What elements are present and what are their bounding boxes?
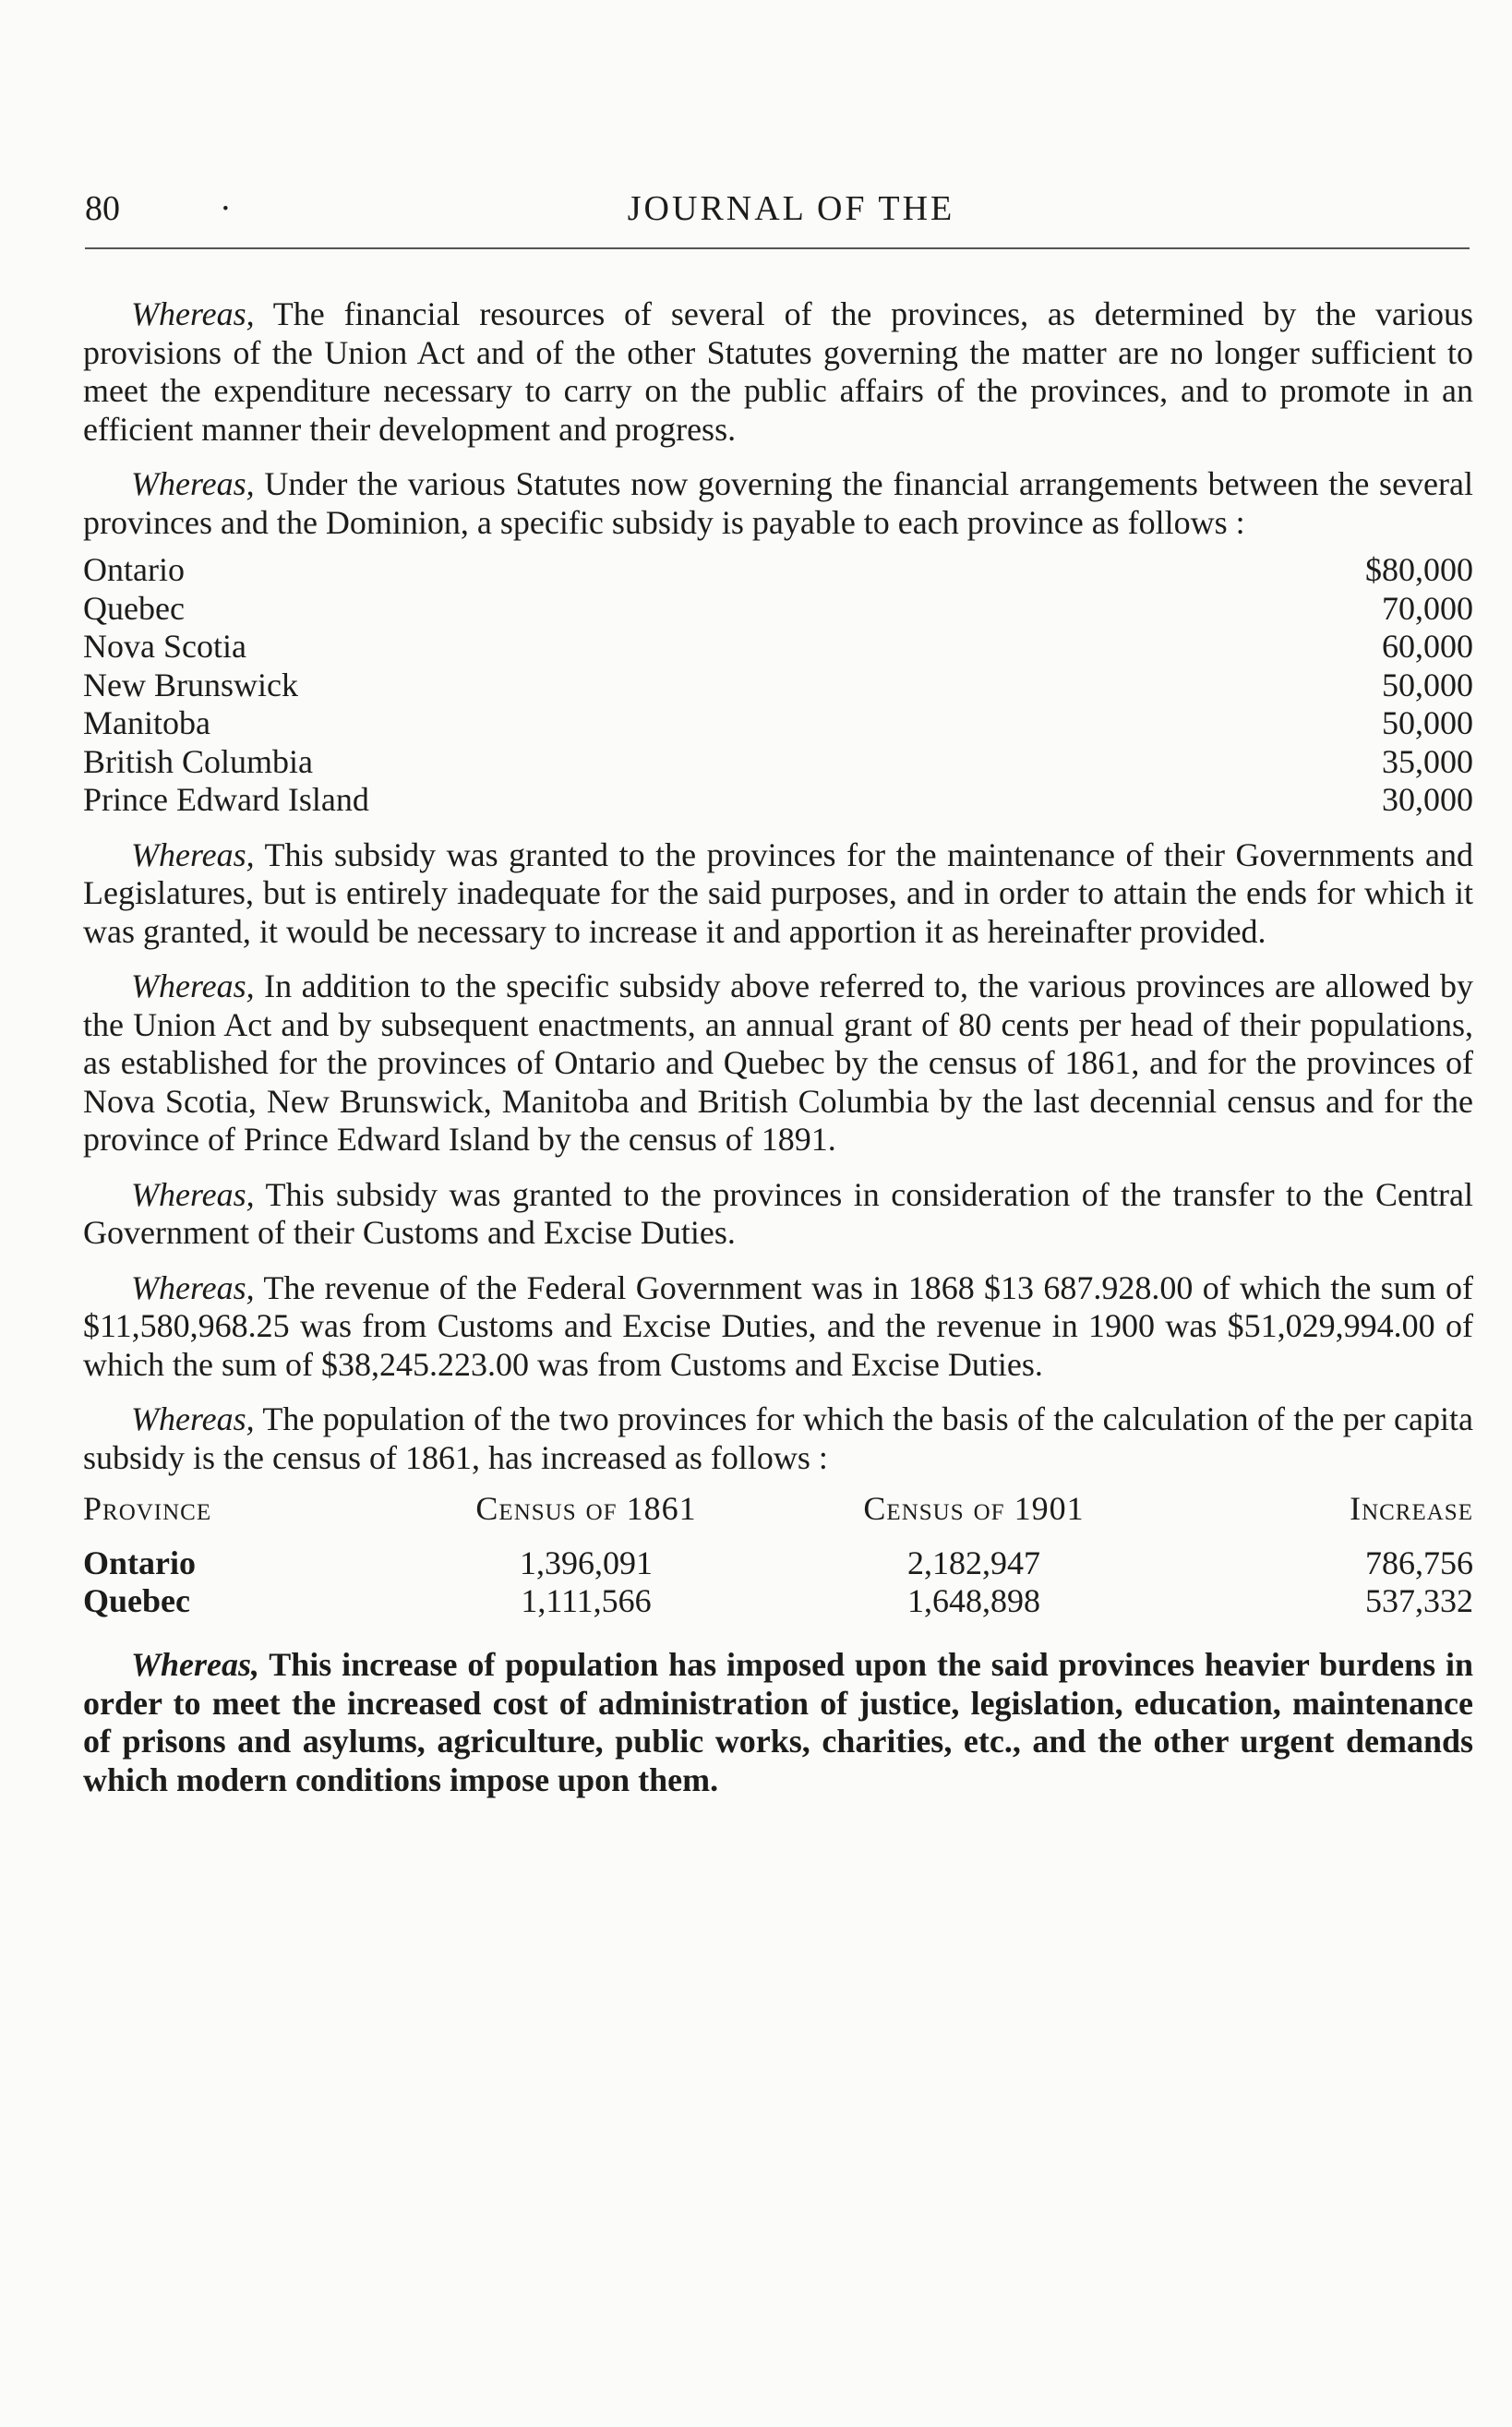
paragraph-customs <box>83 1176 1473 1253</box>
subsidy-province: Manitoba <box>83 704 210 741</box>
paragraph-maintenance <box>83 836 1473 952</box>
census-header: Census of 1861 <box>475 1490 697 1527</box>
page-body <box>83 295 1473 1816</box>
subsidy-amount: 30,000 <box>1382 781 1473 818</box>
census-1861: 1,111,566 <box>521 1582 652 1619</box>
paragraph-subsidy-intro <box>83 465 1473 542</box>
census-row <box>83 1582 1473 1620</box>
paragraph-text: The financial resources of several of the provinces, as determined by the various provisions of the Union Act and of the other Statutes governing the matter are no longer sufficient to meet the expenditure necessary to carry on the public affairs of the provinces, and to promote in an efficient manner their development and progress. <box>83 295 1473 448</box>
paragraph-burdens <box>83 1646 1473 1799</box>
census-header-row <box>83 1490 1473 1528</box>
paragraph-text: This subsidy was granted to the provinces in consideration of the transfer to the Central Government of their Customs and Excise Duties. <box>83 1175 1473 1251</box>
subsidy-province: Nova Scotia <box>83 628 246 665</box>
subsidy-amount: 35,000 <box>1382 742 1473 780</box>
paragraph-population <box>83 1400 1473 1477</box>
subsidy-amount: $80,000 <box>1365 551 1473 588</box>
header-rule <box>85 247 1470 249</box>
paragraph-annual-grant <box>83 967 1473 1159</box>
subsidy-province: New Brunswick <box>83 666 298 703</box>
paragraph-lead: Whereas, <box>131 1646 260 1683</box>
subsidy-province: Prince Edward Island <box>83 781 369 818</box>
paragraph-text: This increase of population has imposed upon the said provinces heavier burdens in order to meet the increased cost of administration of justice, legislation, education, maintenance of prisons and asylums, agriculture, public works, charities, etc., and the other urgent demands which modern conditions impose upon them. <box>83 1646 1473 1798</box>
census-row <box>83 1544 1473 1582</box>
subsidy-row <box>83 704 1473 743</box>
paragraph-lead: Whereas, <box>131 967 255 1004</box>
paragraph-text: The population of the two provinces for which the basis of the calculation of the per capita subsidy is the census of 1861, has increased as follows : <box>83 1400 1473 1476</box>
census-increase: 537,332 <box>1365 1582 1473 1619</box>
subsidy-table <box>83 551 1473 820</box>
paragraph-lead: Whereas, <box>131 835 255 873</box>
census-header: Census of 1901 <box>863 1490 1085 1527</box>
running-head: JOURNAL OF THE <box>627 189 955 228</box>
subsidy-amount: 60,000 <box>1382 628 1473 665</box>
subsidy-row <box>83 590 1473 629</box>
page-number: 80 <box>85 189 120 228</box>
page-header <box>85 181 1470 240</box>
paragraph-lead: Whereas, <box>131 1268 255 1306</box>
paragraph-text: This subsidy was granted to the provinces for the maintenance of their Governments and Legislatures, but is entirely inadequate for the said purposes, and in order to attain the ends for which it was granted, it would be necessary to increase it and apportion it as hereinafter provided. <box>83 835 1473 950</box>
subsidy-row <box>83 743 1473 782</box>
header-dot: · <box>220 189 232 228</box>
subsidy-row <box>83 667 1473 705</box>
census-province: Quebec <box>83 1582 190 1619</box>
subsidy-province: Ontario <box>83 551 185 588</box>
paragraph-text: In addition to the specific subsidy above referred to, the various provinces are allowed by the Union Act and by subsequent enactments, an annual grant of 80 cents per head of their populations, as established for the provinces of Ontario and Quebec by the census of 1861, and for the provinces of Nova Scotia, New Brunswick, Manitoba and British Columbia by the last decennial census and for the province of Prince Edward Island by the census of 1891. <box>83 967 1473 1158</box>
census-1901: 2,182,947 <box>907 1544 1040 1581</box>
paragraph-resources <box>83 295 1473 449</box>
census-1861: 1,396,091 <box>520 1544 653 1581</box>
subsidy-amount: 50,000 <box>1382 666 1473 703</box>
census-increase: 786,756 <box>1365 1544 1473 1581</box>
subsidy-amount: 50,000 <box>1382 704 1473 741</box>
paragraph-text: Under the various Statutes now governing the financial arrangements between the several provinces and the Dominion, a specific subsidy is payable to each province as follows : <box>83 465 1473 541</box>
paragraph-lead: Whereas, <box>131 1175 255 1213</box>
paragraph-revenue <box>83 1269 1473 1385</box>
subsidy-row <box>83 781 1473 820</box>
subsidy-amount: 70,000 <box>1382 589 1473 627</box>
paragraph-lead: Whereas, <box>131 465 255 502</box>
subsidy-row <box>83 551 1473 590</box>
subsidy-row <box>83 628 1473 667</box>
census-table <box>83 1490 1473 1620</box>
census-header: Province <box>83 1490 212 1527</box>
paragraph-text: The revenue of the Federal Government was in 1868 $13 687.928.00 of which the sum of $11,580,968.25 was from Customs and Excise Duties, and the revenue in 1900 was $51,029,994.00 of which the sum of $38,245.223.00 was from Customs and Excise Duties. <box>83 1268 1473 1383</box>
census-1901: 1,648,898 <box>907 1582 1040 1619</box>
census-header: Increase <box>1350 1490 1473 1527</box>
subsidy-province: British Columbia <box>83 742 314 780</box>
paragraph-lead: Whereas, <box>131 1400 255 1437</box>
census-province: Ontario <box>83 1544 196 1581</box>
subsidy-province: Quebec <box>83 589 185 627</box>
paragraph-lead: Whereas, <box>131 295 255 332</box>
